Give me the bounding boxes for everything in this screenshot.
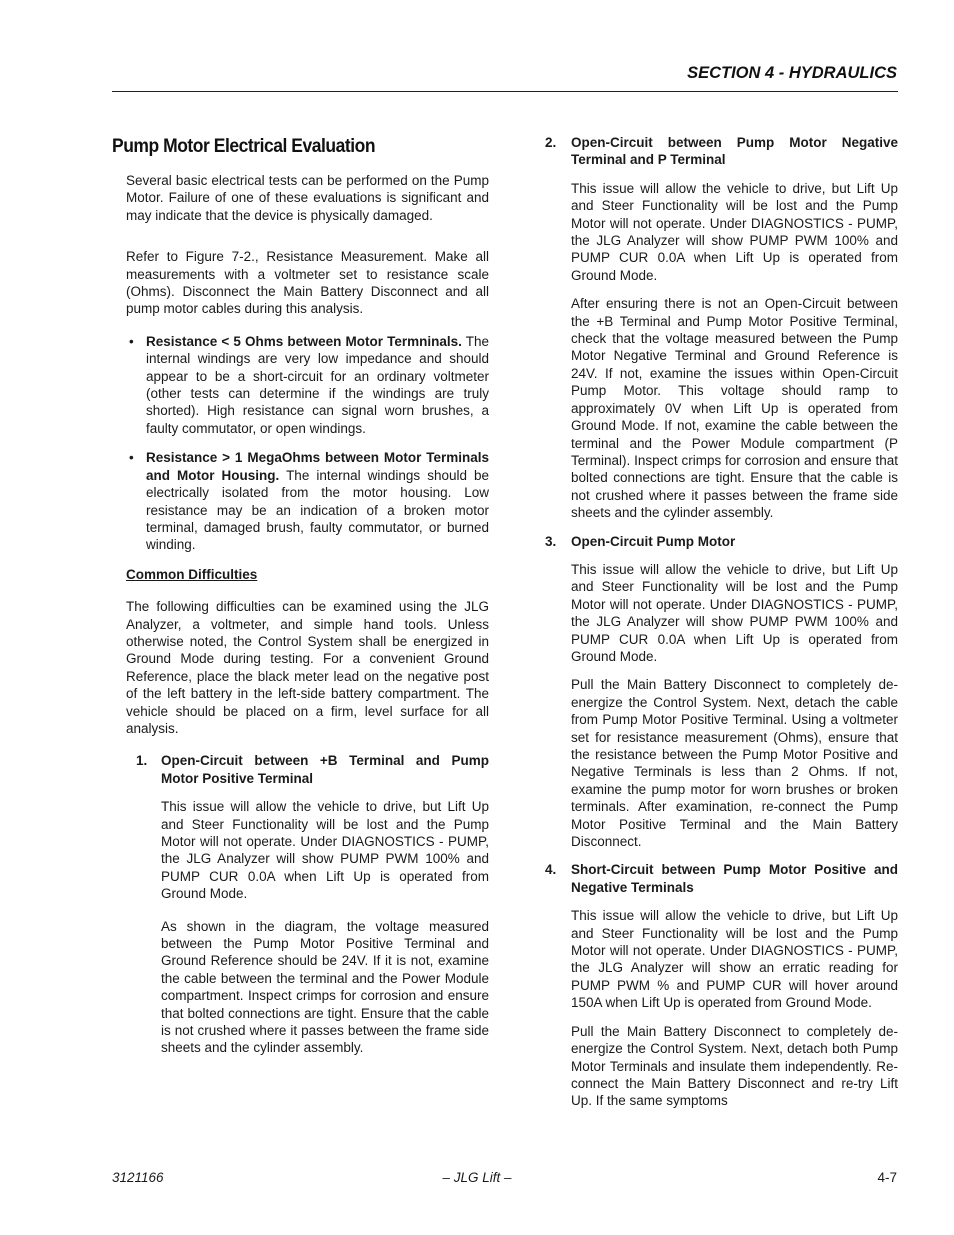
item-paragraph-2: Pull the Main Battery Disconnect to completely de-energize the Control System. Next, detach both Pump Motor Terminals and insulate them independently. Re-connect the Main Battery Disconnect and re-try Lift Up. If the same symptoms: [571, 1023, 898, 1109]
section-title: SECTION 4 - HYDRAULICS: [687, 64, 897, 82]
common-difficulties-text: The following difficulties can be examined using the JLG Analyzer, a voltmeter, and simple hand tools. Unless otherwise noted, the Control System shall be energized in Ground Mode during testing. For a convenient Ground Reference, place the black meter lead on the negative post of the left battery in the left-side battery compartment. The vehicle should be placed on a firm, level surface for all analysis.: [126, 599, 489, 736]
bullet-item-low-resistance: [112, 333, 489, 437]
intro-paragraph-1: Several basic electrical tests can be performed on the Pump Motor. Failure of one of these evaluations is significant and may indicate that the device is physically damaged.: [126, 173, 489, 223]
item-number: 4.: [545, 862, 557, 878]
item-number: 3.: [545, 533, 557, 549]
item-title: Open-Circuit between +B Terminal and Pump Motor Positive Terminal: [161, 753, 489, 786]
item-paragraph-2: As shown in the diagram, the voltage measured between the Pump Motor Positive Terminal and Ground Reference should be 24V. If it is not, examine the cable between the terminal and the Power Module compartment. Inspect crimps for corrosion and ensure that bolted connections are tight. Ensure that the cable is not crushed where it passes between the frame side sheets and the cylinder assembly.: [161, 918, 489, 1056]
bullet-paragraph: [146, 449, 489, 553]
common-difficulties-heading: Common Difficulties: [126, 566, 258, 582]
item-paragraph-1: This issue will allow the vehicle to drive, but Lift Up and Steer Functionality will be lost and the Pump Motor will not operate. Under DIAGNOSTICS - PUMP, the JLG Analyzer will show PUMP PWM 100% and PUMP CUR 0.0A when Lift Up is operated from Ground Mode.: [571, 561, 898, 664]
item-title: Open-Circuit between Pump Motor Negative Terminal and P Terminal: [571, 135, 898, 168]
item-paragraph-1: This issue will allow the vehicle to drive, but Lift Up and Steer Functionality will be lost and the Pump Motor will not operate. Under DIAGNOSTICS - PUMP, the JLG Analyzer will show PUMP PWM 100% and PUMP CUR 0.0A when Lift Up is operated from Ground Mode.: [571, 180, 898, 283]
page-heading: Pump Motor Electrical Evaluation: [112, 136, 376, 157]
footer-center-text: – JLG Lift –: [442, 1170, 512, 1185]
bullet-icon: •: [129, 333, 134, 349]
footer-doc-number: 3121166: [112, 1170, 164, 1185]
item-number: 2.: [545, 135, 557, 150]
item-paragraph-1: This issue will allow the vehicle to drive, but Lift Up and Steer Functionality will be lost and the Pump Motor will not operate. Under DIAGNOSTICS - PUMP, the JLG Analyzer will show an erratic reading for PUMP PWM % and PUMP CUR will hover around 150A when Lift Up is operated from Ground Mode.: [571, 908, 898, 1011]
item-number: 1.: [136, 753, 148, 769]
item-paragraph-2: Pull the Main Battery Disconnect to completely de-energize the Control System. Next, detach the cable from Pump Motor Positive Terminal. Using a voltmeter set for resistance measurement (Ohms), ensure that the resistance between the Pump Motor Positive and Negative Terminals is less than 2 Ohms. If not, examine the pump motor for worn brushes or broken terminals. After examination, re-connect the Pump Motor Positive Terminal and the Main Battery Disconnect.: [571, 677, 898, 850]
bullet-paragraph: [146, 333, 489, 437]
left-column: [112, 134, 489, 1057]
bullet-item-high-resistance: [112, 449, 489, 553]
item-title: Short-Circuit between Pump Motor Positive and Negative Terminals: [571, 862, 898, 895]
bullet-text: The internal windings should be electrically isolated from the motor housing. Low resistance may be an indication of a broken motor terminal, damaged brush, faulty commutator, or burned winding.: [146, 467, 490, 553]
bullet-title: Resistance > 1 MegaOhms between Motor Terminals and Motor Housing.: [146, 450, 489, 483]
numbered-item-4: [545, 861, 898, 1109]
numbered-item-1: [112, 752, 489, 1057]
bullet-icon: •: [129, 450, 134, 466]
right-column: [545, 134, 898, 1110]
intro-paragraph-2: Refer to Figure 7-2., Resistance Measurement. Make all measurements with a voltmeter set to resistance scale (Ohms). Disconnect the Main Battery Disconnect and all pump motor cables during this analysis.: [126, 249, 489, 317]
numbered-item-3: [545, 533, 898, 851]
item-paragraph-1: This issue will allow the vehicle to drive, but Lift Up and Steer Functionality will be lost and the Pump Motor will not operate. Under DIAGNOSTICS - PUMP, the JLG Analyzer will show PUMP PWM 100% and PUMP CUR 0.0A when Lift Up is operated from Ground Mode.: [161, 799, 489, 902]
bullet-text: The internal windings are very low impedance and should appear to be a short-circuit for an ordinary voltmeter (other tests can determine if the windings are truly shorted). High resistance can signal worn brushes, a faulty commutator, or open windings.: [146, 333, 490, 436]
item-paragraph-2: After ensuring there is not an Open-Circuit between the +B Terminal and Pump Motor Positive Terminal, check that the voltage measured between the Pump Motor Negative Terminal and Ground Reference is 24V. If not, examine the issues within Open-Circuit Pump Motor. This voltage should ramp to approximately 0V when Lift Up is operated from Ground Mode. If not, examine the cable between the terminal and the Power Module compartment (P Terminal). Inspect crimps for corrosion and ensure that bolted connections are tight. Ensure that the cable is not crushed where it passes between the frame side sheets and the cylinder assembly.: [571, 296, 898, 521]
header-divider: [112, 91, 898, 92]
footer-page-number: 4-7: [877, 1170, 897, 1185]
item-title: Open-Circuit Pump Motor: [571, 533, 736, 549]
numbered-item-2: [545, 134, 898, 522]
bullet-title: Resistance < 5 Ohms between Motor Termninals.: [146, 333, 462, 349]
